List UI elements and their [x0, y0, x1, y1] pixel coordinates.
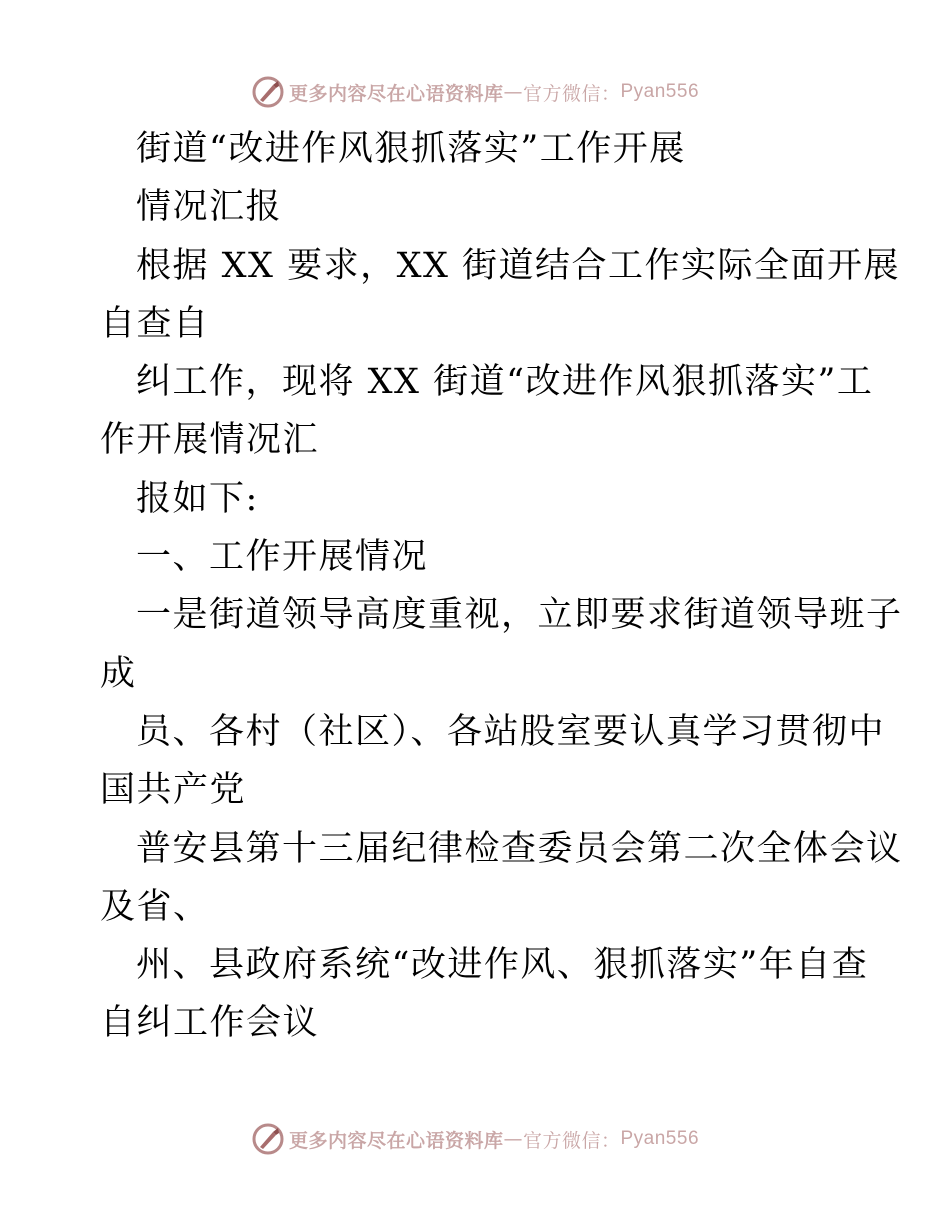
text-line: 自查自 [100, 303, 210, 344]
watermark-wechat-id: Pyan556 [620, 81, 700, 102]
watermark-dash: — [503, 81, 523, 103]
watermark-main-text: 更多内容尽在心语资料库 [288, 82, 504, 105]
text-line: 街道“改进作风狠抓落实”工作开展 [136, 129, 686, 169]
watermark-wechat-id: Pyan556 [620, 1128, 700, 1149]
quill-logo-icon [251, 75, 285, 109]
text-line: 报如下: [136, 478, 259, 519]
text-line: 及省、 [100, 886, 210, 927]
watermark-dash: — [503, 1128, 523, 1150]
text-line: 情况汇报 [136, 187, 283, 228]
text-line: 员、各村（社区）、各站股室要认真学习贯彻中 [136, 711, 886, 752]
text-line: 州、县政府系统“改进作风、狠抓落实”年自查 [136, 945, 869, 986]
text-line: 一是街道领导高度重视，立即要求街道领导班子 [136, 595, 903, 636]
quill-logo-icon [251, 1122, 285, 1156]
text-line: 一、工作开展情况 [136, 537, 429, 578]
header-watermark [0, 72, 950, 112]
text-line: 普安县第十三届纪律检查委员会第二次全体会议 [136, 828, 903, 869]
watermark-wechat-label: 官方微信： [522, 1129, 621, 1152]
watermark-wechat-label: 官方微信： [522, 82, 621, 105]
footer-watermark [0, 1119, 950, 1159]
text-line: 根据 XX 要求，XX 街道结合工作实际全面开展 [136, 245, 901, 286]
text-line: 成 [100, 653, 137, 694]
text-line: 国共产党 [100, 770, 247, 811]
watermark-main-text: 更多内容尽在心语资料库 [288, 1129, 504, 1152]
text-line: 自纠工作会议 [100, 1003, 320, 1044]
text-line: 作开展情况汇 [100, 420, 320, 461]
document-body [100, 120, 903, 1053]
text-line: 纠工作，现将 XX 街道“改进作风狠抓落实”工 [136, 362, 874, 403]
